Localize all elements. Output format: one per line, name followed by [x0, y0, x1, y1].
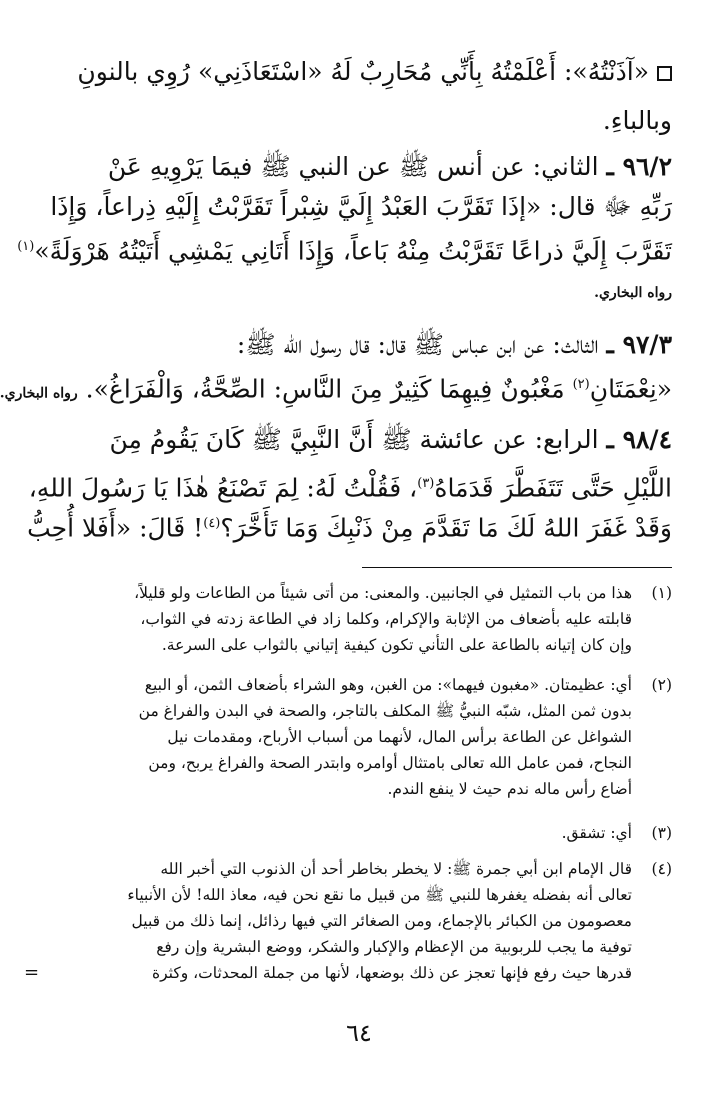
footnote-2: (٢)أي: عظيمتان. «مغبون فيهما»: من الغبن، وهو الشراء بأضعاف الثمن، أو البيع [144, 676, 672, 694]
gloss-line-2: وبالباءِ. [602, 106, 672, 135]
hadith-98-number: ٩٨/٤ ـ [606, 425, 672, 454]
footnote-ref-4: (٤) [203, 516, 221, 531]
footnote-4-line-2: تعالى أنه بفضله يغفرها للنبي ﷺ من قبيل ما نقع نحن فيه، معاذ الله! لأن الأنبياء [127, 886, 632, 904]
hadith-96-line-3: تَقَرَّبَ إِلَيَّ ذراعًا تَقَرَّبْتُ مِنْهُ بَاعاً، وَإِذَا أَتَانِي يَمْشِي أَتَيْتُهُ هَرْوَلَةً»$^{(١)}$ [17, 236, 672, 266]
hadith-97-number: ٩٧/٣ ـ [606, 330, 672, 359]
footnote-ref-2: (٢) [572, 377, 590, 392]
footnote-4-line-4: توفية ما يجب للربوبية من الإعظام والإكبار والشكر، ووضع البشرية وإن رفع [156, 938, 632, 956]
hadith-98-line-3: وَقَدْ غَفَرَ اللهُ لَكَ مَا تَقَدَّمَ مِنْ ذَنْبِكَ وَمَا تَأَخَّرَ؟$^{(٤)}$! قَالَ: «أَفَلا أُحِبُّ [27, 513, 672, 543]
square-bullet-icon [657, 66, 672, 81]
footnote-1-line-3: وإن كان إتيانه بالطاعة على التأني تكون كيفية إتياني بالثواب على السرعة. [161, 636, 632, 654]
hadith-98-line-2: اللَّيْلِ حَتَّى تَتَفَطَّرَ قَدَمَاهُ$^{(٣)}$، فَقُلْتُ لَهُ: لِمَ تَصْنَعُ هٰذَا يَا رَسُولَ اللهِ، [28, 473, 672, 503]
hadith-97-line-2: «نِعْمَتَانِ$^{(٢)}$ مَغْبُونٌ فِيهِمَا كَثِيرٌ مِنَ النَّاسِ: الصِّحَّةُ، وَالْفَرَاغُ». رواه البخاري. [0, 374, 672, 404]
footnote-3: (٣)أي: تشقق. [561, 824, 672, 842]
hadith-96-number: ٩٦/٢ ـ [606, 152, 672, 181]
footnote-4: (٤)قال الإمام ابن أبي جمرة ﷺ: لا يخطر بخاطر أحد أن الذنوب التي أخبر الله [160, 860, 672, 878]
footnote-ref-3: (٣) [417, 476, 435, 491]
footnote-divider [362, 567, 672, 568]
hadith-97-line-1: ٩٧/٣ ـ الثالث: عن ابن عباس ﷺ قال: قال رسول الله ﷺ: [236, 330, 672, 359]
gloss-line-1: «آذَنْتُهُ»: أَعْلَمْتُهُ بِأَنِّي مُحَارِبٌ لَهُ «اسْتَعَاذَنِي» رُوِي بالنونِ [50, 52, 672, 92]
footnote-2-line-4: النجاح، فمن عامل الله تعالى بامتثال أوامره وابتدر الصحة والفراغ يربح، ومن [148, 754, 632, 772]
footnote-4-line-3: معصومون من الكبائر بالإجماع، ومن الصغائر التي فيها رذائل، إنما ذلك من قبيل [131, 912, 632, 930]
hadith-97-credit: رواه البخاري. [0, 385, 78, 402]
footnote-2-line-5: أضاع رأس ماله ندم حيث لا ينفع الندم. [387, 780, 632, 798]
footnote-4-line-5: قدرها حيث رفع فإنها تعجز عن ذلك بوضعها، لأنها من جملة المحدثات، وكثرة [152, 964, 632, 982]
footnote-1: (١)هذا من باب التمثيل في الجانبين. والمعنى: من أتى شيئاً من الطاعات ولو قليلاً، [134, 584, 672, 602]
page-number: ٦٤ [346, 1019, 372, 1047]
footnote-2-line-3: الشواغل عن الطاعة برأس المال، لأنهما من أسباب الأرباح، ومقدمات نيل [167, 728, 632, 746]
hadith-96-credit: رواه البخاري. [594, 285, 672, 301]
footnote-ref-1: (١) [17, 239, 35, 254]
continuation-mark: = [24, 962, 40, 983]
footnote-1-line-2: قابلته عليه بأضعاف من الإثابة والإكرام، وكلما زاد في الطاعة زدته في الثواب، [140, 610, 632, 628]
hadith-96-line-2: رَبِّهِ ﷻ قال: «إذَا تَقَرَّبَ العَبْدُ إِلَيَّ شِبْراً تَقَرَّبْتُ إِلَيْهِ ذِراعاً، وَإِذَا [50, 192, 672, 221]
footnote-2-line-2: بدون ثمن المثل، شبّه النبيُّ ﷺ المكلف بالتاجر، والصحة في البدن والفراغ من [138, 702, 632, 720]
hadith-98-line-1: ٩٨/٤ ـ الرابع: عن عائشة ﷺ أَنَّ النَّبِيَّ ﷺ كَانَ يَقُومُ مِنَ [109, 425, 672, 454]
hadith-96-line-1: ٩٦/٢ ـ الثاني: عن أنس ﷺ عن النبي ﷺ فيمَا يَرْوِيهِ عَنْ [107, 152, 672, 181]
